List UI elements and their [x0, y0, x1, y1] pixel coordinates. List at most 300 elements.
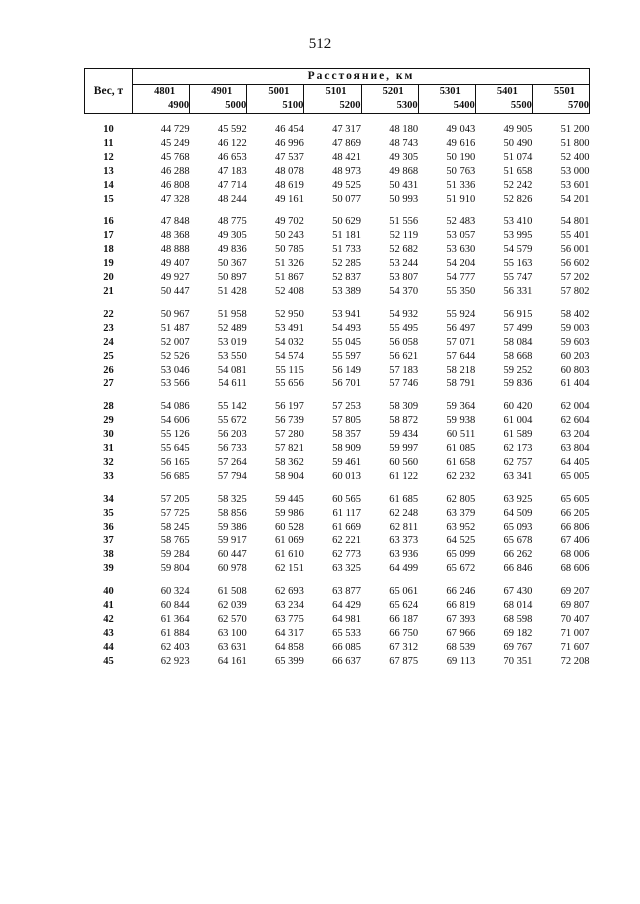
rate-cell: 47 714	[217, 179, 247, 191]
rate-cell: 53 491	[275, 322, 304, 334]
rate-cell: 66 187	[389, 614, 419, 625]
rate-cell: 57 183	[389, 364, 419, 376]
rate-cell: 58 872	[389, 415, 419, 427]
rate-cell: 63 341	[503, 470, 533, 482]
distance-range-header	[361, 85, 418, 114]
range-from: 4901	[211, 86, 233, 97]
weight-cell: 38	[103, 549, 114, 561]
rate-cell: 50 447	[160, 285, 190, 297]
rate-cell: 57 725	[160, 507, 190, 519]
rate-cell: 61 685	[389, 493, 419, 505]
rate-cell: 60 203	[560, 350, 590, 362]
weight-cell: 44	[103, 641, 114, 653]
rate-cell: 51 556	[389, 216, 419, 228]
rate-cell: 51 958	[217, 308, 247, 320]
rate-cell: 54 204	[446, 258, 476, 270]
rate-cell: 58 218	[446, 364, 476, 376]
range-from: 5501	[554, 86, 575, 97]
range-from: 5301	[439, 86, 461, 97]
table-row	[85, 285, 590, 299]
rate-cell: 47 317	[332, 124, 361, 135]
rate-cell: 46 996	[275, 137, 304, 149]
rate-cell: 52 242	[503, 179, 533, 191]
rate-cell: 50 431	[389, 179, 419, 191]
rate-cell: 65 672	[446, 563, 476, 575]
rate-cell: 52 483	[446, 216, 476, 228]
rate-cell: 63 804	[560, 443, 590, 455]
rate-cell: 56 058	[389, 336, 419, 348]
range-to: 5200	[339, 100, 361, 111]
rate-cell: 57 746	[389, 378, 419, 390]
rate-cell: 61 610	[275, 549, 304, 561]
rate-cell: 66 637	[332, 655, 361, 667]
table-row	[85, 336, 590, 350]
rate-cell: 59 804	[160, 563, 190, 575]
rate-cell: 58 909	[332, 443, 361, 455]
rate-cell: 54 932	[389, 308, 419, 320]
rate-cell: 62 811	[389, 521, 419, 533]
rate-cell: 57 802	[560, 285, 590, 297]
rate-cell: 63 925	[503, 493, 533, 505]
rate-cell: 64 525	[446, 535, 476, 547]
rate-cell: 69 807	[560, 600, 590, 612]
table-row	[85, 655, 590, 669]
rate-cell: 55 045	[332, 336, 361, 348]
rate-cell: 59 603	[560, 336, 590, 348]
rate-cell: 62 773	[332, 549, 361, 561]
rate-cell: 58 765	[160, 535, 190, 547]
rate-cell: 51 733	[332, 244, 361, 256]
rate-cell: 51 867	[275, 272, 304, 284]
rate-cell: 52 007	[160, 336, 190, 348]
rate-cell: 50 785	[275, 244, 304, 256]
rate-cell: 69 767	[503, 641, 533, 653]
table-row	[85, 641, 590, 655]
table-row	[85, 271, 590, 285]
rate-cell: 59 434	[389, 429, 419, 441]
rate-cell: 64 405	[560, 456, 590, 468]
rate-cell: 51 336	[446, 179, 476, 191]
table-row	[85, 308, 590, 322]
rate-cell: 57 205	[160, 493, 190, 505]
table-row	[85, 322, 590, 336]
rate-cell: 63 100	[217, 627, 247, 639]
weight-cell: 22	[103, 308, 114, 320]
rate-cell: 59 938	[446, 415, 476, 427]
rate-cell: 49 616	[446, 137, 476, 149]
rate-cell: 52 682	[389, 244, 419, 256]
weight-cell: 13	[103, 165, 114, 177]
weight-cell: 29	[103, 415, 114, 427]
table-row	[85, 585, 590, 599]
rate-cell: 56 331	[503, 285, 533, 297]
rate-cell: 54 611	[218, 378, 247, 390]
rate-cell: 48 180	[389, 124, 419, 135]
rate-cell: 60 324	[160, 586, 190, 598]
rate-cell: 45 592	[217, 124, 247, 135]
rate-cell: 62 403	[160, 641, 190, 653]
rate-cell: 55 163	[503, 258, 533, 270]
rate-cell: 51 326	[275, 258, 304, 270]
rate-cell: 54 777	[446, 272, 476, 284]
rate-cell: 62 221	[332, 535, 361, 547]
rate-cell: 61 884	[160, 627, 190, 639]
rate-cell: 49 905	[503, 124, 533, 135]
rate-cell: 63 204	[560, 429, 590, 441]
rate-cell: 67 875	[389, 655, 419, 667]
table-row	[85, 151, 590, 165]
rate-cell: 58 325	[217, 493, 247, 505]
rate-cell: 49 407	[160, 258, 190, 270]
rate-cell: 59 445	[275, 493, 304, 505]
rate-cell: 61 004	[503, 415, 533, 427]
rate-cell: 54 032	[275, 336, 304, 348]
weight-cell: 11	[103, 137, 114, 149]
rate-cell: 59 986	[275, 507, 304, 519]
table-row	[85, 521, 590, 535]
rate-cell: 60 511	[446, 429, 476, 441]
rate-cell: 66 246	[446, 586, 476, 598]
rate-cell: 50 243	[275, 230, 304, 242]
weight-cell: 25	[103, 350, 114, 362]
range-from: 5101	[325, 86, 347, 97]
range-to: 5300	[396, 100, 418, 111]
rate-cell: 62 923	[160, 655, 190, 667]
rate-cell: 63 373	[389, 535, 419, 547]
rate-cell: 49 702	[275, 216, 304, 228]
rate-cell: 66 750	[389, 627, 419, 639]
range-to: 4900	[168, 100, 190, 111]
table-row	[85, 364, 590, 378]
tariff-table	[84, 68, 590, 669]
page-number: 512	[308, 36, 332, 52]
range-from: 5201	[382, 86, 404, 97]
rate-cell: 56 701	[332, 378, 361, 390]
rate-cell: 70 407	[560, 614, 590, 625]
rate-cell: 44 729	[160, 124, 190, 135]
rate-cell: 49 305	[217, 230, 247, 242]
rate-cell: 68 014	[503, 600, 533, 612]
rate-cell: 52 408	[275, 285, 304, 297]
rate-cell: 66 819	[446, 600, 476, 612]
rate-cell: 58 402	[560, 308, 590, 320]
rate-cell: 46 454	[275, 124, 304, 135]
rate-cell: 59 836	[503, 378, 533, 390]
rate-cell: 51 074	[503, 151, 533, 163]
rate-cell: 55 924	[446, 308, 476, 320]
rate-cell: 57 499	[503, 322, 533, 334]
weight-cell: 17	[103, 230, 114, 242]
rate-cell: 45 249	[160, 137, 190, 149]
distance-range-header	[190, 85, 247, 114]
rate-cell: 50 897	[217, 272, 247, 284]
rate-cell: 68 006	[560, 549, 590, 561]
rate-cell: 53 566	[160, 378, 190, 390]
rate-cell: 63 325	[332, 563, 361, 575]
rate-cell: 64 317	[275, 627, 304, 639]
rate-cell: 67 966	[446, 627, 476, 639]
rate-cell: 68 539	[446, 641, 476, 653]
rate-cell: 54 801	[560, 216, 590, 228]
distance-range-row	[85, 85, 590, 114]
distance-range-header	[133, 85, 190, 114]
rate-cell: 64 509	[503, 507, 533, 519]
rate-cell: 55 401	[560, 230, 590, 242]
rate-cell: 49 525	[332, 179, 361, 191]
rate-cell: 56 733	[217, 443, 247, 455]
weight-cell: 10	[103, 124, 114, 135]
rate-cell: 48 368	[160, 230, 190, 242]
rate-cell: 66 085	[332, 641, 361, 653]
rate-cell: 52 837	[332, 272, 361, 284]
rate-cell: 53 995	[503, 230, 533, 242]
rate-cell: 48 888	[160, 244, 190, 256]
rate-cell: 55 672	[217, 415, 247, 427]
rate-cell: 55 597	[332, 350, 361, 362]
rate-cell: 63 936	[389, 549, 419, 561]
rate-cell: 54 086	[160, 401, 190, 413]
rate-cell: 57 644	[446, 350, 476, 362]
rate-cell: 61 589	[503, 429, 533, 441]
rate-cell: 64 981	[332, 614, 361, 625]
rate-cell: 49 927	[160, 272, 190, 284]
rate-cell: 53 550	[217, 350, 247, 362]
rate-cell: 57 794	[217, 470, 247, 482]
weight-cell: 42	[103, 614, 114, 625]
table-row	[85, 350, 590, 364]
rate-cell: 60 447	[217, 549, 247, 561]
rate-cell: 57 821	[275, 443, 304, 455]
rate-cell: 67 406	[560, 535, 590, 547]
rate-cell: 56 739	[275, 415, 304, 427]
rate-cell: 60 844	[160, 600, 190, 612]
weight-cell: 31	[103, 443, 114, 455]
rate-cell: 46 653	[217, 151, 247, 163]
rate-cell: 48 743	[389, 137, 419, 149]
distance-range-header	[532, 85, 589, 114]
rate-cell: 61 117	[332, 507, 361, 519]
rate-cell: 57 280	[275, 429, 304, 441]
rate-cell: 46 288	[160, 165, 190, 177]
rate-cell: 54 201	[560, 193, 590, 205]
rate-cell: 65 605	[560, 493, 590, 505]
rate-cell: 51 910	[446, 193, 476, 205]
table-row	[85, 507, 590, 521]
rate-cell: 53 046	[160, 364, 190, 376]
rate-cell: 49 161	[275, 193, 304, 205]
rate-cell: 59 917	[217, 535, 247, 547]
rate-cell: 59 364	[446, 401, 476, 413]
rate-cell: 56 497	[446, 322, 476, 334]
table-row	[85, 165, 590, 179]
rate-cell: 60 803	[560, 364, 590, 376]
rate-cell: 60 560	[389, 456, 419, 468]
weight-cell: 24	[103, 336, 114, 348]
rate-cell: 58 362	[275, 456, 304, 468]
rate-cell: 49 305	[389, 151, 419, 163]
rate-cell: 63 379	[446, 507, 476, 519]
table-row	[85, 562, 590, 576]
rate-cell: 66 262	[503, 549, 533, 561]
rate-cell: 70 351	[503, 655, 533, 667]
rate-cell: 62 604	[560, 415, 590, 427]
rate-cell: 48 619	[275, 179, 304, 191]
rate-cell: 66 846	[503, 563, 533, 575]
rate-cell: 48 244	[217, 193, 247, 205]
rate-cell: 69 207	[560, 586, 590, 598]
rate-cell: 51 487	[160, 322, 190, 334]
rate-cell: 60 528	[275, 521, 304, 533]
weight-cell: 40	[103, 586, 114, 598]
rate-cell: 62 757	[503, 456, 533, 468]
rate-cell: 52 489	[217, 322, 247, 334]
rate-cell: 62 232	[446, 470, 476, 482]
rate-cell: 56 001	[560, 244, 590, 256]
rate-cell: 52 826	[503, 193, 533, 205]
table-row	[85, 215, 590, 229]
weight-cell: 21	[103, 285, 114, 297]
weight-cell: 26	[103, 364, 114, 376]
rate-cell: 60 013	[332, 470, 361, 482]
rate-cell: 63 952	[446, 521, 476, 533]
rate-cell: 48 421	[332, 151, 361, 163]
rate-cell: 47 328	[160, 193, 190, 205]
rate-cell: 50 190	[446, 151, 476, 163]
weight-cell: 16	[103, 216, 114, 228]
rate-cell: 63 877	[332, 586, 361, 598]
weight-cell: 37	[103, 535, 114, 547]
rate-cell: 47 848	[160, 216, 190, 228]
rate-cell: 61 404	[560, 378, 590, 390]
rate-cell: 69 113	[446, 655, 476, 667]
rate-cell: 47 537	[275, 151, 304, 163]
weight-cell: 12	[103, 151, 114, 163]
table-row	[85, 179, 590, 193]
rate-cell: 61 069	[275, 535, 304, 547]
rate-cell: 57 264	[217, 456, 247, 468]
rate-cell: 51 800	[560, 137, 590, 149]
rate-cell: 62 805	[446, 493, 476, 505]
table-row	[85, 534, 590, 548]
rate-cell: 56 685	[160, 470, 190, 482]
rate-cell: 65 093	[503, 521, 533, 533]
rate-cell: 47 183	[217, 165, 247, 177]
rate-cell: 50 993	[389, 193, 419, 205]
weight-cell: 39	[103, 563, 114, 575]
rate-cell: 62 693	[275, 586, 304, 598]
rate-cell: 71 007	[560, 627, 590, 639]
rate-cell: 56 602	[560, 258, 590, 270]
rate-cell: 54 370	[389, 285, 419, 297]
rate-cell: 59 386	[217, 521, 247, 533]
rate-cell: 54 493	[332, 322, 361, 334]
rate-cell: 53 601	[560, 179, 590, 191]
rate-cell: 50 490	[503, 137, 533, 149]
range-to: 5500	[510, 100, 532, 111]
rate-cell: 58 245	[160, 521, 190, 533]
table-row	[85, 414, 590, 428]
rate-cell: 51 658	[503, 165, 533, 177]
rate-cell: 47 869	[332, 137, 361, 149]
rate-cell: 55 350	[446, 285, 476, 297]
weight-cell: 30	[103, 429, 114, 441]
weight-cell: 36	[103, 521, 114, 533]
rate-cell: 67 393	[446, 614, 476, 625]
rate-cell: 49 836	[217, 244, 247, 256]
distance-range-header	[475, 85, 532, 114]
table-row	[85, 137, 590, 151]
rate-cell: 59 003	[560, 322, 590, 334]
rate-cell: 58 084	[503, 336, 533, 348]
range-to: 5100	[282, 100, 304, 111]
table-row	[85, 456, 590, 470]
rate-cell: 57 071	[446, 336, 476, 348]
rate-cell: 62 173	[503, 443, 533, 455]
rate-cell: 45 768	[160, 151, 190, 163]
rate-cell: 55 142	[217, 401, 247, 413]
rate-cell: 46 122	[217, 137, 247, 149]
rate-cell: 66 205	[560, 507, 590, 519]
rate-cell: 64 161	[217, 655, 247, 667]
table-row	[85, 442, 590, 456]
rate-cell: 53 057	[446, 230, 476, 242]
rate-cell: 62 248	[389, 507, 419, 519]
weight-cell: 15	[103, 193, 114, 205]
table-row	[85, 627, 590, 641]
rate-cell: 53 807	[389, 272, 419, 284]
weight-cell: 23	[103, 322, 114, 334]
rate-cell: 52 526	[160, 350, 190, 362]
range-to: 5400	[453, 100, 475, 111]
rate-cell: 55 747	[503, 272, 533, 284]
table-row	[85, 229, 590, 243]
rate-cell: 61 085	[446, 443, 476, 455]
rate-cell: 61 508	[217, 586, 247, 598]
rate-cell: 56 203	[217, 429, 247, 441]
weight-cell: 32	[103, 456, 114, 468]
rate-cell: 68 606	[560, 563, 590, 575]
rate-cell: 51 200	[560, 124, 590, 135]
table-row	[85, 243, 590, 257]
weight-cell: 18	[103, 244, 114, 256]
rate-cell: 50 077	[332, 193, 361, 205]
rate-cell: 53 941	[332, 308, 361, 320]
rate-cell: 61 658	[446, 456, 476, 468]
rate-cell: 46 808	[160, 179, 190, 191]
rate-cell: 56 197	[275, 401, 304, 413]
distance-header: Расстояние, км	[133, 69, 590, 85]
rate-cell: 49 868	[389, 165, 419, 177]
weight-cell: 14	[103, 179, 114, 191]
rate-cell: 55 115	[275, 364, 304, 376]
rate-cell: 72 208	[560, 655, 590, 667]
rate-cell: 55 495	[389, 322, 419, 334]
rate-cell: 61 669	[332, 521, 361, 533]
table-body	[85, 114, 590, 669]
range-from: 5401	[496, 86, 518, 97]
rate-cell: 65 533	[332, 627, 361, 639]
rate-cell: 55 126	[160, 429, 190, 441]
rate-cell: 58 856	[217, 507, 247, 519]
rate-cell: 62 039	[217, 600, 247, 612]
rate-cell: 58 357	[332, 429, 361, 441]
rate-cell: 61 122	[389, 470, 419, 482]
rate-cell: 54 574	[275, 350, 304, 362]
rate-cell: 55 645	[160, 443, 190, 455]
rate-cell: 64 499	[389, 563, 419, 575]
table-row	[85, 193, 590, 207]
rate-cell: 56 915	[503, 308, 533, 320]
